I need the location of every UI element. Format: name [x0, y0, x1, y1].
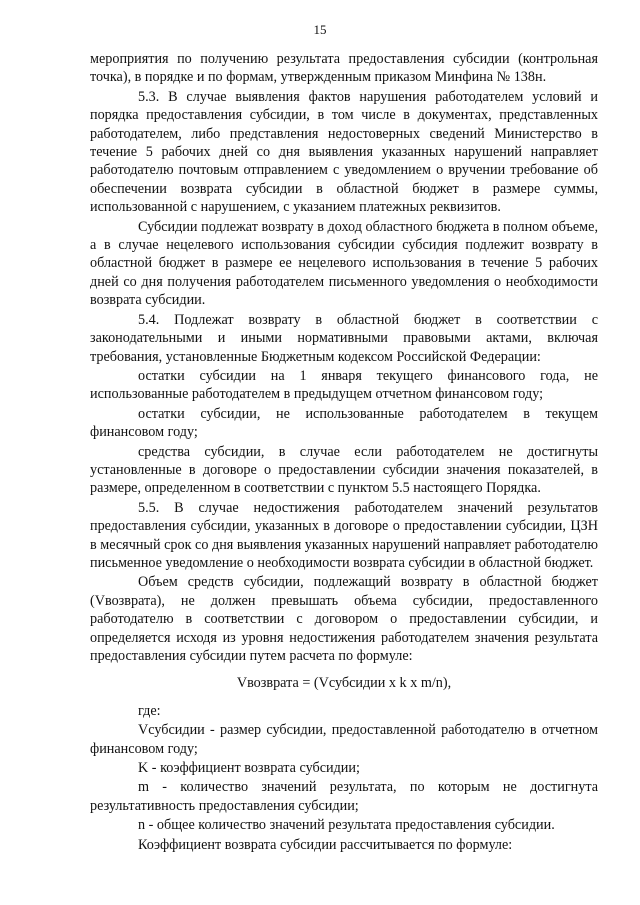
definition-n: n - общее количество значений результата предоставления субсидии. [138, 817, 555, 834]
paragraph-funds-not-achieved: средства субсидии, в случае если работодателем не достигнуты установленные в договоре о предоставлении субсидии значения показателей, в размере, определенном в соответствии с пунктом 5.5 настоящего Порядка. [90, 443, 598, 497]
definitions-intro: где: [138, 702, 161, 719]
paragraph-5-3: 5.3. В случае выявления фактов нарушения работодателем условий и порядка предоставления субсидии, в том числе в документах, представленных работодателем, либо представления недостоверных сведений Министерство в течение 5 рабочих дней со дня выявления указанных нарушений направляет работодателю почтовым отправлением с уведомлением о вручении требование об обеспечении возврата субсидии в областной бюджет в размере суммы, использованной с нарушением, с указанием платежных реквизитов. [90, 88, 598, 216]
refund-formula: Vвозврата = (Vсубсидии x k x m/n), [236, 675, 452, 692]
definition-m: m - количество значений результата, по которым не достигнута результативность предоставления субсидии; [90, 779, 598, 814]
document-body [90, 50, 598, 855]
paragraph-5-4: 5.4. Подлежат возврату в областной бюджет в соответствии с законодательными и иными нормативными правовыми актами, включая требования, установленные Бюджетным кодексом Российской Федерации: [90, 311, 598, 365]
page-number: 15 [313, 22, 327, 37]
paragraph-balances-prior-year: остатки субсидии на 1 января текущего финансового года, не использованные работодателем в предыдущем отчетном финансовом году; [90, 367, 598, 403]
coefficient-intro: Коэффициент возврата субсидии рассчитывается по формуле: [138, 836, 513, 853]
definition-v-subsidy: Vсубсидии - размер субсидии, предоставленной работодателю в отчетном финансовом году; [90, 722, 598, 757]
paragraph-continuation: мероприятия по получению результата предоставления субсидии (контрольная точка), в порядке и по формам, утвержденным приказом Минфина № 138н. [90, 51, 598, 86]
definition-k: K - коэффициент возврата субсидии; [138, 760, 360, 777]
paragraph-5-5: 5.5. В случае недостижения работодателем значений результатов предоставления субсидии, указанных в договоре о предоставлении субсидии, ЦЗН в месячный срок со дня выявления указанных нарушений направляет работодателю письменное уведомление о необходимости возврата субсидии в областной бюджет. [90, 499, 598, 571]
paragraph-refund-subsidies: Субсидии подлежат возврату в доход областного бюджета в полном объеме, а в случае нецелевого использования субсидии субсидия подлежит возврату в областной бюджет в размере ее нецелевого использования в течение 5 рабочих дней со дня получения работодателем письменного уведомления о необходимости возврата субсидии. [90, 218, 598, 309]
paragraph-refund-volume: Объем средств субсидии, подлежащий возврату в областной бюджет (Vвозврата), не должен превышать объема субсидии, предоставленного работодателю в соответствии с договором о предоставлении субсидии, и определяется исходя из уровня недостижения работодателем значения результата предоставления субсидии путем расчета по формуле: [90, 574, 598, 664]
paragraph-balances-current-year: остатки субсидии, не использованные работодателем в текущем финансовом году; [90, 405, 598, 441]
